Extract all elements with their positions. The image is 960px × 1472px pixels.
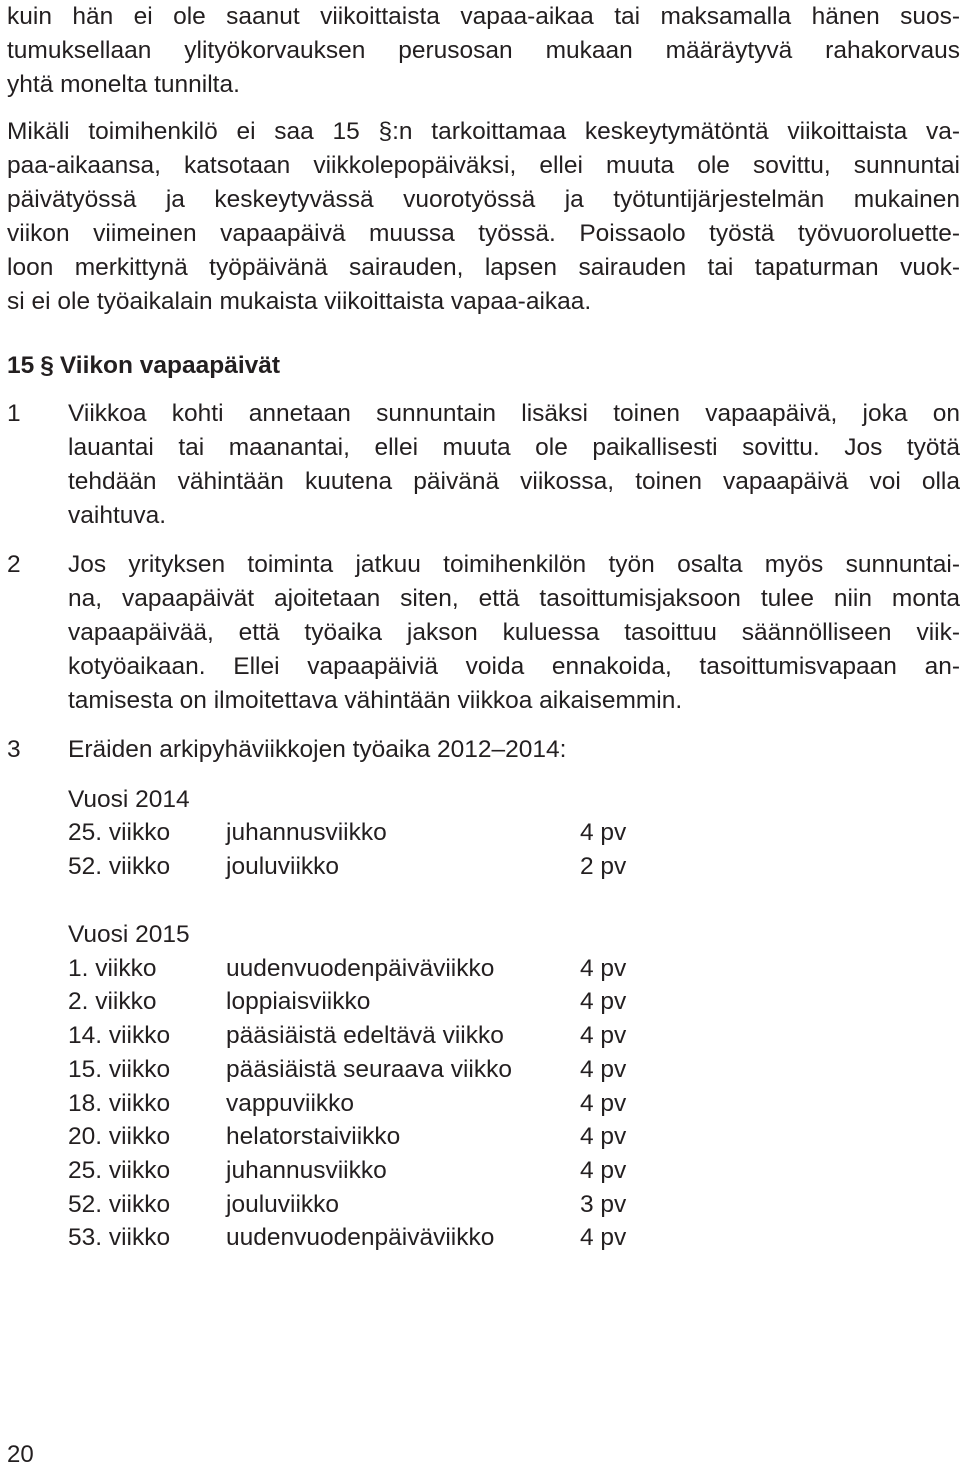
week-name: pääsiäistä edeltävä viikko	[226, 1022, 504, 1049]
text-line: vapaapäivää, että työaika jakson kuluessa tasoittuu säännölliseen viik-	[68, 619, 960, 646]
week-name: juhannusviikko	[226, 1157, 387, 1184]
text-line: Mikäli toimihenkilö ei saa 15 §:n tarkoittamaa keskeytymätöntä viikoittaista va-	[7, 118, 960, 145]
text-line: tehdään vähintään kuutena päivänä viikossa, toinen vapaapäivä voi olla	[68, 468, 960, 495]
week-name: vappuviikko	[226, 1090, 355, 1117]
week-number: 18. viikko	[68, 1090, 171, 1117]
text-line: lauantai tai maanantai, ellei muuta ole paikallisesti sovittu. Jos työtä	[68, 434, 960, 461]
section-number: 15	[7, 352, 35, 379]
week-days: 4 pv	[580, 1056, 627, 1083]
week-number: 53. viikko	[68, 1224, 171, 1251]
intro-paragraph	[7, 0, 960, 102]
week-row	[68, 816, 668, 850]
text-line: tamisesta on ilmoitettava vähintään viikkoa aikaisemmin.	[68, 687, 683, 714]
item-text	[68, 733, 960, 767]
week-number: 1. viikko	[68, 955, 157, 982]
section-heading	[7, 348, 280, 384]
week-row	[68, 1120, 668, 1154]
text-line: na, vapaapäivät ajoitetaan siten, että tasoittumisjaksoon tulee niin monta	[68, 585, 960, 612]
item-number: 2	[7, 551, 21, 578]
text-line: kuin hän ei ole saanut viikoittaista vapaa-aikaa tai maksamalla hänen suos-	[7, 3, 960, 30]
week-number: 20. viikko	[68, 1123, 171, 1150]
item-text	[68, 548, 960, 718]
text-line: Jos yrityksen toiminta jatkuu toimihenkilön työn osalta myös sunnuntai-	[68, 551, 960, 578]
text-line: Viikkoa kohti annetaan sunnuntain lisäksi toinen vapaapäivä, joka on	[68, 400, 960, 427]
week-number: 2. viikko	[68, 988, 157, 1015]
week-name: helatorstaiviikko	[226, 1123, 401, 1150]
week-days: 4 pv	[580, 988, 627, 1015]
text-line: si ei ole työaikalain mukaista viikoittaista vapaa-aikaa.	[7, 288, 592, 315]
week-days: 4 pv	[580, 1224, 627, 1251]
text-line: loon merkittynä työpäivänä sairauden, lapsen sairauden tai tapaturman vuok-	[7, 254, 960, 281]
week-row	[68, 1188, 668, 1222]
week-number: 25. viikko	[68, 1157, 171, 1184]
week-row	[68, 1221, 668, 1255]
week-number: 14. viikko	[68, 1022, 171, 1049]
week-days: 4 pv	[580, 1090, 627, 1117]
text-line: viikon viimeinen vapaapäivä muussa työssä. Poissaolo työstä työvuoroluette-	[7, 220, 960, 247]
week-name: uudenvuodenpäiväviikko	[226, 955, 495, 982]
week-days: 4 pv	[580, 1157, 627, 1184]
week-row	[68, 1087, 668, 1121]
week-name: juhannusviikko	[226, 819, 387, 846]
text-line: kotyöaikaan. Ellei vapaapäiviä voida ennakoida, tasoittumisvapaan an-	[68, 653, 960, 680]
year-title-2015: Vuosi 2015	[68, 921, 190, 948]
week-name: uudenvuodenpäiväviikko	[226, 1224, 495, 1251]
week-days: 2 pv	[580, 853, 627, 880]
text-line: yhtä monelta tunnilta.	[7, 71, 240, 98]
page-number: 20	[7, 1441, 34, 1468]
week-row	[68, 1019, 668, 1053]
text-line: Eräiden arkipyhäviikkojen työaika 2012–2014:	[68, 736, 567, 763]
week-row	[68, 952, 668, 986]
week-days: 3 pv	[580, 1191, 627, 1218]
year-title-2014: Vuosi 2014	[68, 786, 190, 813]
week-days: 4 pv	[580, 1123, 627, 1150]
week-days: 4 pv	[580, 819, 627, 846]
weekly-rest-paragraph	[7, 115, 960, 319]
week-row	[68, 1053, 668, 1087]
section-title: Viikon vapaapäivät	[59, 352, 281, 379]
week-number: 52. viikko	[68, 853, 171, 880]
week-number: 25. viikko	[68, 819, 171, 846]
text-line: tumuksellaan ylityökorvauksen perusosan mukaan määräytyvä rahakorvaus	[7, 37, 960, 64]
week-name: jouluviikko	[226, 853, 340, 880]
item-number: 1	[7, 400, 21, 427]
week-days: 4 pv	[580, 955, 627, 982]
week-number: 15. viikko	[68, 1056, 171, 1083]
week-name: loppiaisviikko	[226, 988, 371, 1015]
week-row	[68, 985, 668, 1019]
section-symbol: §	[40, 352, 54, 379]
week-name: pääsiäistä seuraava viikko	[226, 1056, 512, 1083]
week-row	[68, 850, 668, 884]
text-line: paa-aikaansa, katsotaan viikkolepopäiväksi, ellei muuta ole sovittu, sunnuntai	[7, 152, 960, 179]
item-number: 3	[7, 736, 21, 763]
week-days: 4 pv	[580, 1022, 627, 1049]
text-line: päivätyössä ja keskeytyvässä vuorotyössä ja työtuntijärjestelmän mukainen	[7, 186, 960, 213]
item-text	[68, 397, 960, 533]
week-name: jouluviikko	[226, 1191, 340, 1218]
week-number: 52. viikko	[68, 1191, 171, 1218]
week-row	[68, 1154, 668, 1188]
text-line: vaihtuva.	[68, 502, 167, 529]
